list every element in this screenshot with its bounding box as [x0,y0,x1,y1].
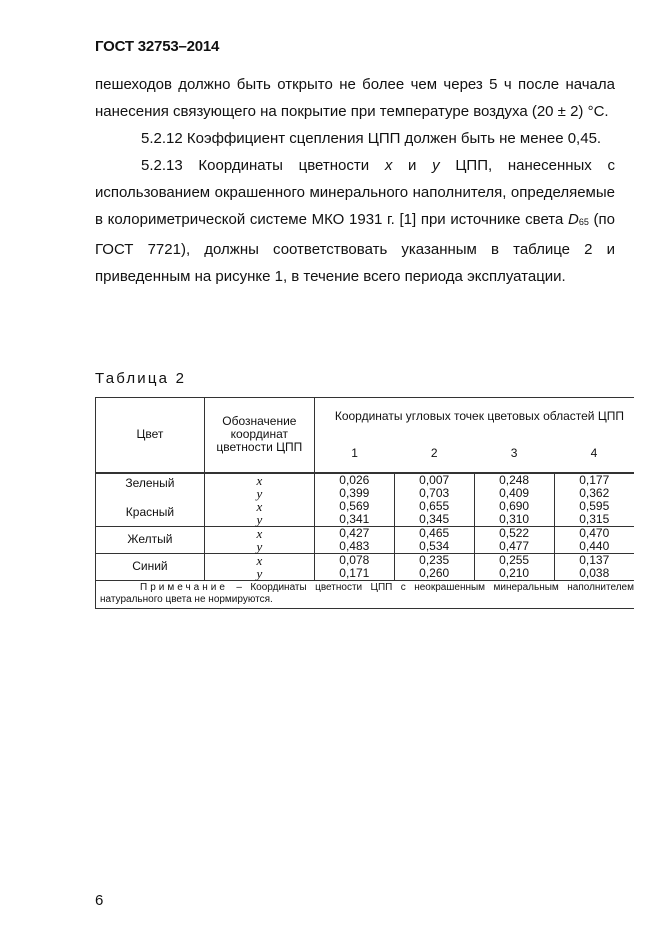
table-caption: Таблица 2 [95,370,187,387]
table-row [96,500,635,513]
table-cell: 0,465 [394,526,474,540]
table-row [96,526,635,540]
table-cell: 0,477 [474,540,554,554]
table-cell: 0,690 [474,500,554,513]
table-cell: 0,078 [314,553,394,567]
table-cell: 0,210 [474,567,554,581]
coord-label-x: x [204,553,314,567]
table-cell: 0,341 [314,513,394,527]
color-name: Синий [96,553,205,580]
table-row [96,473,635,487]
table-cell: 0,038 [579,565,610,580]
table-cell: 0,483 [314,540,394,554]
table-row [96,553,635,567]
table-cell: 0,470 [554,526,634,540]
p3-part3: (по ГОСТ 7721), должны соответствовать указанным в таблице 2 и приведенным на рисунке 1, в течение всего периода эксплуатации. [95,211,615,285]
header-point-3: 3 [510,446,518,460]
p3-d-subscript: 65 [578,217,589,227]
table-cell: 0,703 [394,487,474,500]
table-cell: 0,026 [314,473,394,487]
table-cell: 0,315 [579,511,610,526]
p3-y-symbol: y [432,157,440,174]
table-cell: 0,345 [394,513,474,527]
note-label: Примечание [140,581,228,593]
table-note [96,580,635,608]
table-cell: 0,177 [554,473,634,487]
coord-label-y: y [204,513,314,527]
header-color: Цвет [96,398,205,473]
table-cell: 0,655 [394,500,474,513]
p3-part1: 5.2.13 Координаты цветности [141,157,385,174]
color-name: Желтый [96,526,205,553]
note-text: – Координаты цветности ЦПП с неокрашенным минеральным наполнителем натурального цвета не нормируются. [100,581,634,605]
p3-and: и [392,157,433,174]
paragraph-5-2-13 [95,152,615,290]
header-point-1: 1 [351,446,358,460]
table-cell: 0,255 [474,553,554,567]
paragraph-continuation: пешеходов должно быть открыто не более чем через 5 ч после начала нанесения связующего на покрытие при температуре воздуха (20 ± 2) °С. [95,76,615,120]
table-cell: 0,137 [554,553,634,567]
body-text [95,71,615,290]
table-cell: 0,007 [394,473,474,487]
table-cell: 0,595 [579,498,610,513]
coord-label-x: x [204,526,314,540]
coord-label-y: y [204,540,314,554]
p3-d-symbol: D [568,211,579,228]
table-cell: 0,534 [394,540,474,554]
table-cell: 0,409 [474,487,554,500]
table-cell: 0,310 [474,513,554,527]
table-cell: 0,569 [314,500,394,513]
p3-part2: ЦПП, нанесенных с использованием окрашенного минерального наполнителя, определяемые в колориметрической системе МКО 1931 г. [1] при источнике света [95,157,615,228]
table-cell: 0,399 [314,487,394,500]
header-coords-group: Координаты угловых точек цветовых областей ЦПП [314,398,634,436]
table-cell: 0,260 [394,567,474,581]
table-cell: 0,440 [579,538,610,553]
table-cell: 0,522 [474,526,554,540]
p3-x-symbol: x [384,157,393,174]
header-point-2: 2 [430,446,438,460]
document-header: ГОСТ 32753–2014 [95,38,220,55]
color-name: Красный [96,500,205,527]
coord-label-y: y [204,487,314,500]
page-number: 6 [95,892,104,909]
table-cell: 0,248 [474,473,554,487]
header-designation: Обозначение координат цветности ЦПП [204,398,314,473]
coord-label-x: x [204,473,314,487]
table-cell: 0,362 [579,485,610,500]
color-name: Зеленый [96,473,205,500]
paragraph-5-2-12: 5.2.12 Коэффициент сцепления ЦПП должен быть не менее 0,45. [141,130,602,147]
coord-label-x: x [204,500,314,513]
table-cell: 0,235 [394,553,474,567]
table-cell: 0,171 [314,567,394,581]
coord-label-y: y [204,567,314,581]
color-coordinates-table [95,397,634,609]
table-cell: 0,427 [314,526,394,540]
header-point-4: 4 [590,446,598,460]
